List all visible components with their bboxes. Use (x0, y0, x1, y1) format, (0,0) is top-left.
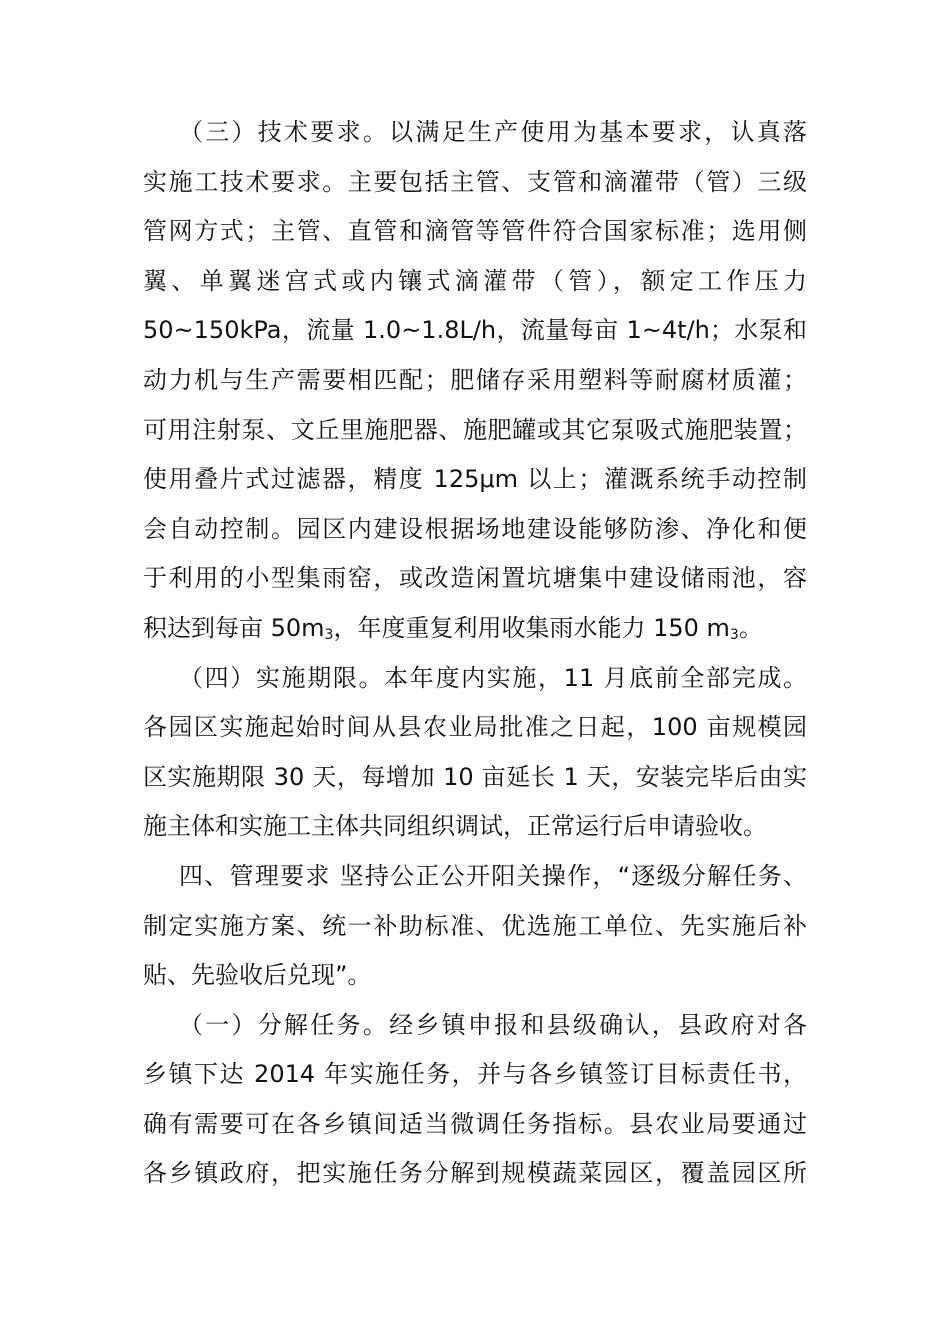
subscript: 3 (324, 626, 334, 643)
paragraph-line: 乡镇下达 2014 年实施任务，并与各乡镇签订目标责任书， (143, 1060, 807, 1089)
paragraph-line: 50~150kPa，流量 1.0~1.8L/h，流量每亩 1~4t/h；水泵和 (143, 316, 807, 345)
paragraph-line: 贴、先验收后兑现”。 (143, 961, 372, 990)
paragraph-line: 于利用的小型集雨窑，或改造闲置坑塘集中建设储雨池，容 (143, 564, 807, 593)
paragraph-line: 可用注射泵、文丘里施肥器、施肥罐或其它泵吸式施肥装置； (143, 415, 807, 444)
text-run: ，年度重复利用收集雨水能力 150 m (333, 613, 730, 642)
text-run: 积达到每亩 50m (143, 613, 325, 642)
paragraph-line: 会自动控制。园区内建设根据场地建设能够防渗、净化和便 (143, 514, 807, 543)
subscript: 3 (729, 626, 739, 643)
paragraph-line: 区实施期限 30 天，每增加 10 亩延长 1 天，安装完毕后由实 (143, 762, 807, 791)
paragraph-line: 管网方式；主管、直管和滴管等管件符合国家标准；选用侧 (143, 217, 807, 246)
paragraph-line: （三）技术要求。以满足生产使用为基本要求，认真落 (179, 118, 807, 146)
paragraph-line: 各园区实施起始时间从县农业局批准之日起，100 亩规模园 (143, 713, 807, 742)
paragraph-line: 实施工技术要求。主要包括主管、支管和滴灌带（管）三级 (143, 167, 807, 196)
paragraph-line: 使用叠片式过滤器，精度 125μm 以上；灌溉系统手动控制 (143, 465, 807, 494)
paragraph-line: 制定实施方案、统一补助标准、优选施工单位、先实施后补 (143, 911, 807, 940)
paragraph-line: （一）分解任务。经乡镇申报和县级确认，县政府对各 (179, 1010, 807, 1039)
paragraph-line: 确有需要可在各乡镇间适当微调任务指标。县农业局要通过 (143, 1109, 807, 1138)
section-heading-line: 四、管理要求 坚持公正公开阳关操作，“逐级分解任务、 (179, 861, 807, 890)
text-run: 。 (738, 613, 763, 642)
paragraph-line: 翼、单翼迷宫式或内镶式滴灌带（管），额定工作压力 (143, 266, 807, 295)
paragraph-line: 动力机与生产需要相匹配；肥储存采用塑料等耐腐材质灌； (143, 365, 807, 394)
paragraph-line: （四）实施期限。本年度内实施，11 月底前全部完成。 (179, 663, 807, 692)
paragraph-line: 施主体和实施工主体共同组织调试，正常运行后申请验收。 (143, 812, 767, 841)
document-body (143, 108, 807, 1199)
paragraph-line: 各乡镇政府，把实施任务分解到规模蔬菜园区，覆盖园区所 (143, 1159, 807, 1188)
paragraph-line (143, 604, 807, 654)
